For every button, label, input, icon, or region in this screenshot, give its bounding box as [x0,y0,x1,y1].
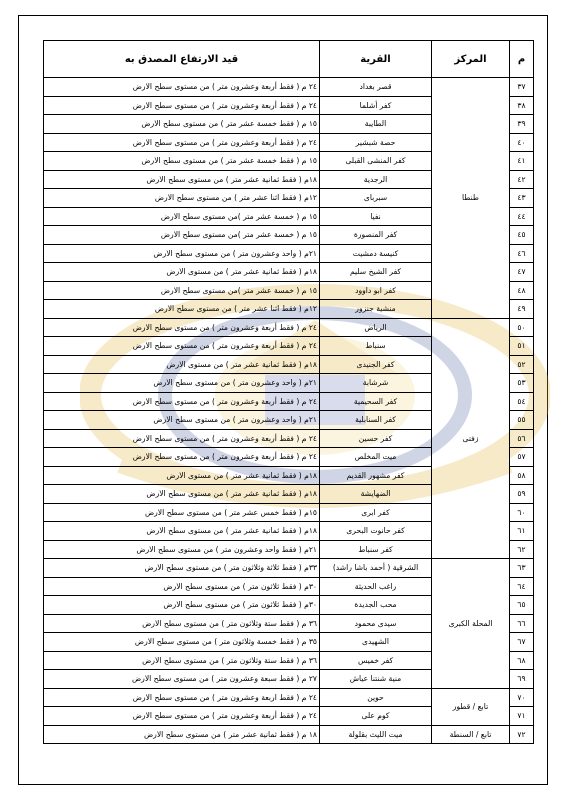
row-number: ٥٧ [510,448,534,467]
table-row [44,725,534,744]
table-row [44,78,534,97]
height-restriction: ٣٣م ( فقط ثلاثة وثلاثون متر ) من مستوى سطح الارض [44,559,320,578]
height-restriction: ٢٧ م ( فقط سبعة وعشرون متر ) من مستوى سطح الارض [44,670,320,689]
height-restriction: ٢٤ م ( فقط اربعة وعشرون متر ) من مستوى سطح الارض [44,688,320,707]
row-number: ٦٣ [510,559,534,578]
village-name: كفر ابرى [320,503,432,522]
village-name: كوم على [320,707,432,726]
height-restriction: ١٥ م ( خمسة عشر متر )من مستوى سطح الارض [44,226,320,245]
header-num: م [510,41,534,78]
village-name: قصر بغداد [320,78,432,97]
height-restriction: ٢١م ( واحد وعشرون متر ) من مستوى سطح الارض [44,374,320,393]
height-restriction: ٢٤ م ( فقط أربعة وعشرون متر ) من مستوى سطح الارض [44,707,320,726]
row-number: ٤٥ [510,226,534,245]
height-restriction: ١٨م ( فقط ثمانية عشر متر ) من مستوى الارض [44,355,320,374]
row-number: ٤٤ [510,207,534,226]
row-number: ٣٩ [510,115,534,134]
village-name: الشرقية ( أحمد باشا راشد) [320,559,432,578]
village-name: سنباط [320,337,432,356]
center-name: تابع / قطور [432,688,510,725]
row-number: ٦٦ [510,614,534,633]
village-name: كفر الجنيدى [320,355,432,374]
height-restriction: ٢٤ م ( فقط أربعة وعشرون متر ) من مستوى سطح الارض [44,133,320,152]
height-restriction: ١٨م ( فقط ثمانية عشر متر ) من مستوى سطح الارض [44,170,320,189]
height-restriction: ١٥ م ( خمسة عشر متر )من مستوى سطح الارض [44,207,320,226]
village-name: الرياض [320,318,432,337]
village-name: كفر أشلما [320,96,432,115]
center-name: تابع / السنطة [432,725,510,744]
village-name: كنيسة دمشيت [320,244,432,263]
village-name: سبرباى [320,189,432,208]
row-number: ٥٢ [510,355,534,374]
row-number: ٥٦ [510,429,534,448]
height-restriction: ٣٦ م ( فقط ستة وثلاثون متر ) من مستوى سطح الارض [44,614,320,633]
row-number: ٤٦ [510,244,534,263]
row-number: ٧١ [510,707,534,726]
table-header-row [44,41,534,78]
height-restriction: ١٨م ( فقط ثمانية عشر متر ) من مستوى سطح الارض [44,522,320,541]
row-number: ٤٢ [510,170,534,189]
height-restriction: ١٥ م ( فقط خمسة عشر متر ) من مستوى سطح الارض [44,152,320,171]
village-name: كفر حانوت البحرى [320,522,432,541]
height-restriction: ١٨م ( فقط ثمانية عشر متر ) من مستوى الارض [44,263,320,282]
row-number: ٥٠ [510,318,534,337]
village-name: كفر خميس [320,651,432,670]
village-name: منشية جنزور [320,300,432,319]
header-village: القرية [320,41,432,78]
village-name: راغب الحديثة [320,577,432,596]
row-number: ٧٠ [510,688,534,707]
row-number: ٣٨ [510,96,534,115]
row-number: ٦٧ [510,633,534,652]
height-restriction: ٢٤ م ( فقط أربعة وعشرون متر ) من مستوى سطح الارض [44,337,320,356]
row-number: ٥١ [510,337,534,356]
village-name: سيدى محمود [320,614,432,633]
village-name: كفر سنباط [320,540,432,559]
row-number: ٥٩ [510,485,534,504]
header-restriction: قيد الارتفاع المصدق به [44,41,320,78]
village-name: الرجدية [320,170,432,189]
row-number: ٤٠ [510,133,534,152]
center-name: طنطا [432,78,510,319]
row-number: ٣٧ [510,78,534,97]
row-number: ٦٠ [510,503,534,522]
height-restriction: ١٢م ( فقط اثنا عشر متر ) من مستوى سطح الارض [44,189,320,208]
village-name: كفر الشيخ سليم [320,263,432,282]
row-number: ٤٣ [510,189,534,208]
village-name: نفيا [320,207,432,226]
height-restriction: ١٨م ( فقط ثمانية عشر متر ) من مستوى الارض [44,466,320,485]
village-name: ميت المخلص [320,448,432,467]
center-name: زفتى [432,318,510,559]
row-number: ٥٣ [510,374,534,393]
height-restriction: ٢٤ م ( فقط أربعة وعشرون متر ) من مستوى سطح الارض [44,318,320,337]
row-number: ٦١ [510,522,534,541]
height-restriction: ٢١م ( واحد وعشرون متر ) من مستوى سطح الارض [44,411,320,430]
row-number: ٦٢ [510,540,534,559]
row-number: ٥٨ [510,466,534,485]
center-name: المحلة الكبرى [432,559,510,689]
village-name: ميت الليث بقلولة [320,725,432,744]
height-restriction: ٢٤ م ( فقط أربعة وعشرون متر ) من مستوى سطح الارض [44,96,320,115]
row-number: ٤١ [510,152,534,171]
height-restriction: ٢١م ( فقط واحد وعشرون متر ) من مستوى سطح الارض [44,540,320,559]
height-restriction: ٢٤ م ( فقط أربعة وعشرون متر ) من مستوى سطح الارض [44,78,320,97]
height-restriction: ١٥م ( فقط خمس عشر متر ) من مستوى سطح الارض [44,503,320,522]
village-name: شرشابة [320,374,432,393]
height-restriction: ٣٠م ( فقط ثلاثون متر ) من مستوى سطح الارض [44,596,320,615]
height-restriction: ١٨م ( فقط ثمانية عشر متر ) من مستوى سطح الارض [44,485,320,504]
height-restriction: ٣٠م ( فقط ثلاثون متر ) من مستوى سطح الارض [44,577,320,596]
height-restriction: ٢١م ( واحد وعشرون متر ) من مستوى سطح الارض [44,244,320,263]
village-name: كفر مشهور القديم [320,466,432,485]
village-name: كفر حسين [320,429,432,448]
village-name: كفر المنصورة [320,226,432,245]
height-restriction: ١٢م ( فقط اثنا عشر متر ) من مستوى سطح الارض [44,300,320,319]
height-restriction: ٢٤ م ( فقط أربعة وعشرون متر ) من مستوى سطح الارض [44,429,320,448]
height-restriction: ٣٦ م ( فقط ستة وثلاثون متر ) من مستوى سطح الارض [44,651,320,670]
header-center: المركز [432,41,510,78]
row-number: ٦٤ [510,577,534,596]
table-row [44,559,534,578]
row-number: ٥٥ [510,411,534,430]
village-name: الطايبة [320,115,432,134]
height-restriction: ١٥ م ( خمسة عشر متر )من مستوى سطح الارض [44,281,320,300]
height-restriction: ١٥ م ( فقط خمسة عشر متر ) من مستوى سطح الارض [44,115,320,134]
village-name: حوين [320,688,432,707]
row-number: ٦٥ [510,596,534,615]
village-name: منية شنتنا عياش [320,670,432,689]
row-number: ٦٨ [510,651,534,670]
village-name: كفر السحيمية [320,392,432,411]
village-name: كفر المنشى القبلى [320,152,432,171]
table-row [44,688,534,707]
village-name: محب الجديدة [320,596,432,615]
height-restrictions-table [43,40,534,744]
village-name: كفر السنابلية [320,411,432,430]
village-name: كفر ابو داوود [320,281,432,300]
table-row [44,318,534,337]
village-name: الضهايشة [320,485,432,504]
village-name: الشهيدى [320,633,432,652]
height-restriction: ٣٥ م ( فقط خمسة وثلاثون متر ) من مستوى سطح الارض [44,633,320,652]
height-restriction: ٢٤ م ( فقط أربعة وعشرون متر ) من مستوى سطح الارض [44,448,320,467]
row-number: ٤٩ [510,300,534,319]
village-name: حصة شبشير [320,133,432,152]
row-number: ٤٨ [510,281,534,300]
row-number: ٧٢ [510,725,534,744]
height-restriction: ٢٤ م ( فقط أربعة وعشرون متر ) من مستوى سطح الارض [44,392,320,411]
height-restriction: ١٨ م ( فقط ثمانية عشر متر ) من مستوى سطح الارض [44,725,320,744]
row-number: ٥٤ [510,392,534,411]
row-number: ٦٩ [510,670,534,689]
row-number: ٤٧ [510,263,534,282]
